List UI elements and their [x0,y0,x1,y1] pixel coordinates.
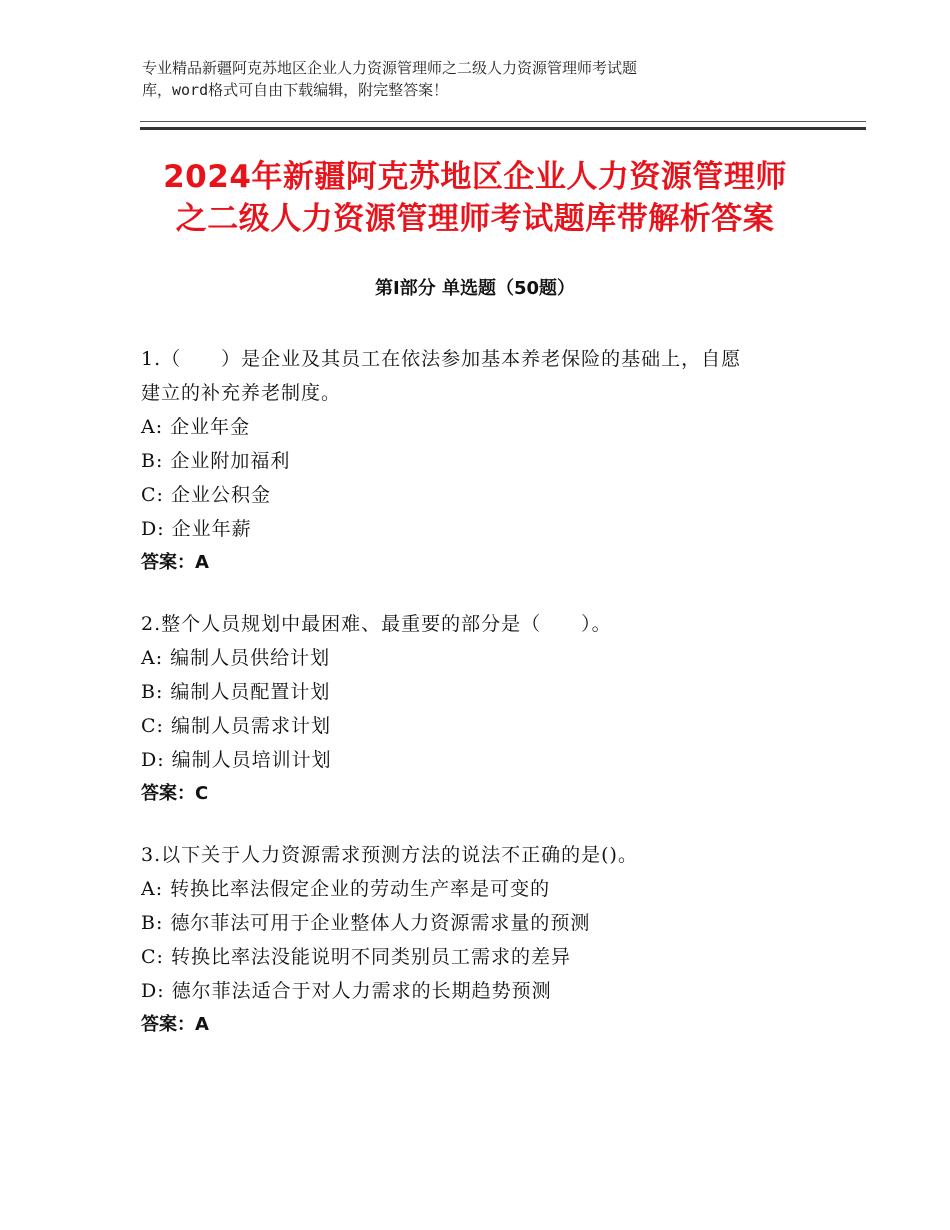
answer-label: 答案：A [141,1014,209,1035]
option-c: C: 转换比率法没能说明不同类别员工需求的差异 [141,946,571,968]
option-b: B: 编制人员配置计划 [141,681,331,703]
question-stem-line: 建立的补充养老制度。 [141,382,342,404]
header-note-line-2: 库，word格式可自由下载编辑，附完整答案！ [142,81,449,99]
document-title [90,156,860,240]
option-a: A: 编制人员供给计划 [141,647,331,669]
question-stem-line: 1.（ ）是企业及其员工在依法参加基本养老保险的基础上，自愿 [141,348,742,370]
section-heading: 第Ⅰ部分 单选题（50题） [374,278,575,299]
question-list [141,342,821,1069]
answer-label: 答案：A [141,552,209,573]
answer-label: 答案：C [141,783,209,804]
question-1 [141,342,821,580]
option-c: C: 企业公积金 [141,484,271,506]
header-note [142,57,782,101]
option-a: A: 转换比率法假定企业的劳动生产率是可变的 [141,878,551,900]
question-stem-line: 3.以下关于人力资源需求预测方法的说法不正确的是()。 [141,844,638,866]
document-title-line-2: 之二级人力资源管理师考试题库带解析答案 [175,201,775,237]
option-b: B: 德尔菲法可用于企业整体人力资源需求量的预测 [141,912,591,934]
option-d: D: 企业年薪 [141,518,252,540]
option-a: A: 企业年金 [141,416,251,438]
document-title-line-1: 2024年新疆阿克苏地区企业人力资源管理师 [163,159,787,195]
question-2 [141,607,821,811]
option-b: B: 企业附加福利 [141,450,291,472]
header-note-line-1: 专业精品新疆阿克苏地区企业人力资源管理师之二级人力资源管理师考试题 [142,59,638,77]
question-3 [141,838,821,1042]
option-d: D: 编制人员培训计划 [141,749,332,771]
header-divider [140,121,866,130]
option-d: D: 德尔菲法适合于对人力需求的长期趋势预测 [141,980,552,1002]
question-stem-line: 2.整个人员规划中最困难、最重要的部分是（ ）。 [141,613,612,635]
option-c: C: 编制人员需求计划 [141,715,331,737]
